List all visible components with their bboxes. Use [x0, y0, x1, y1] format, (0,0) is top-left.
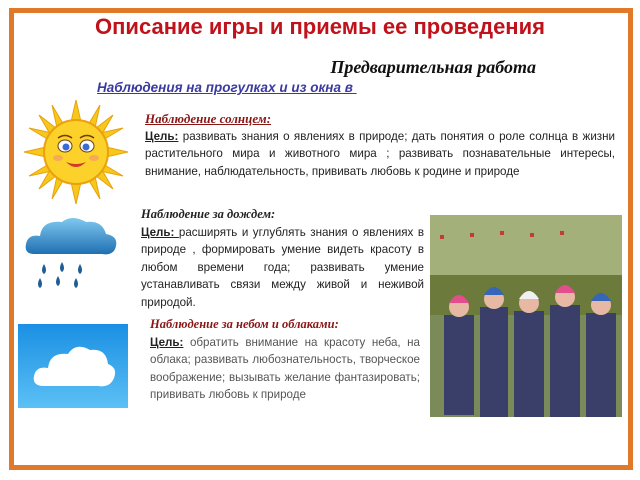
- section-sky-heading: Наблюдение за небом и облаками:: [150, 317, 339, 331]
- section-sky-text: обратить внимание на красоту неба, на облака; развивать любознательность, творческое воображение; вызывать желание фантазировать; прививать любовь к природе: [150, 335, 420, 402]
- section-sun-goal-label: Цель:: [145, 129, 179, 143]
- children-photo: [430, 215, 622, 417]
- page-subtitle-observations: Наблюдения на прогулках и из окна в: [97, 80, 357, 95]
- section-sky: [150, 316, 420, 404]
- section-rain: [141, 206, 424, 312]
- sun-icon: [22, 98, 130, 206]
- section-rain-heading: Наблюдение за дождем:: [141, 207, 276, 221]
- section-sun: [145, 110, 615, 180]
- section-sun-text: развивать знания о явлениях в природе; дать понятия о роле солнца в жизни растительного мира и животного мира ; развивать познавательные интересы, внимание, наблюдательность, прививать любовь к родине и природе: [145, 129, 615, 178]
- section-sky-goal-label: Цель:: [150, 335, 184, 349]
- page-title: Описание игры и приемы ее проведения: [95, 14, 545, 39]
- cloud-icon: [18, 324, 128, 408]
- section-rain-text: расширять и углублять знания о явлениях в природе , формировать умение видеть красоту в любом времени года; развивать умение устанавливать связи между живой и неживой природой.: [141, 225, 424, 309]
- page-subtitle: Предварительная работа: [330, 57, 536, 77]
- section-rain-goal-label: Цель:: [141, 225, 179, 239]
- section-sun-heading: Наблюдение солнцем:: [145, 111, 272, 126]
- rain-cloud-icon: [22, 212, 120, 294]
